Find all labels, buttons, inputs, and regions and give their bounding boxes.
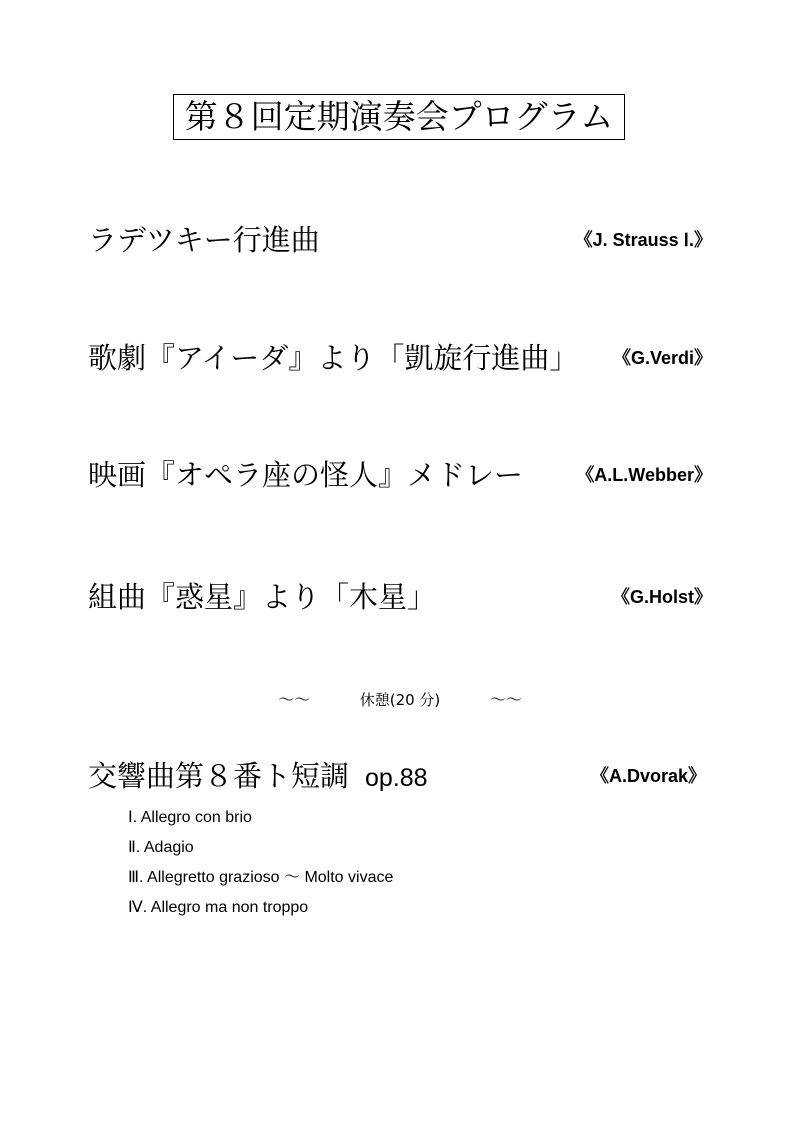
program-item (88, 577, 712, 617)
intermission-tilde-left: ～～ (278, 690, 311, 709)
composer-name: 《J. Strauss Ⅰ.》 (574, 230, 712, 250)
piece-title: 組曲『惑星』より「木星」 (88, 580, 437, 614)
movement-list (128, 803, 393, 923)
symphony-opus: op.88 (365, 764, 428, 792)
composer-name: 《G.Verdi》 (612, 348, 712, 368)
symphony-heading (88, 756, 428, 798)
composer-name: 《A.Dvorak》 (590, 766, 706, 786)
piece-title: ラデツキー行進曲 (88, 223, 320, 257)
program-item (88, 455, 712, 495)
intermission (0, 688, 800, 712)
movement-item: Ⅲ. Allegretto grazioso ～ Molto vivace (128, 869, 394, 886)
intermission-tilde-right: ～～ (489, 690, 522, 709)
composer-name: 《A.L.Webber》 (576, 465, 712, 485)
movement-item: Ⅳ. Allegro ma non troppo (128, 899, 309, 916)
symphony-item (88, 756, 712, 796)
program-item (88, 220, 712, 260)
intermission-label: 休憩(20 分) (359, 691, 441, 709)
program-item (88, 338, 712, 378)
piece-title: 歌劇『アイーダ』より「凱旋行進曲」 (88, 341, 579, 375)
piece-title: 映画『オペラ座の怪人』メドレー (88, 458, 524, 492)
movement-item: Ⅱ. Adagio (128, 839, 194, 856)
symphony-title: 交響曲第８番ト短調 (88, 759, 350, 793)
page-title: 第８回定期演奏会プログラム (173, 94, 625, 140)
composer-name: 《G.Holst》 (611, 587, 712, 607)
movement-item: Ⅰ. Allegro con brio (128, 809, 252, 826)
